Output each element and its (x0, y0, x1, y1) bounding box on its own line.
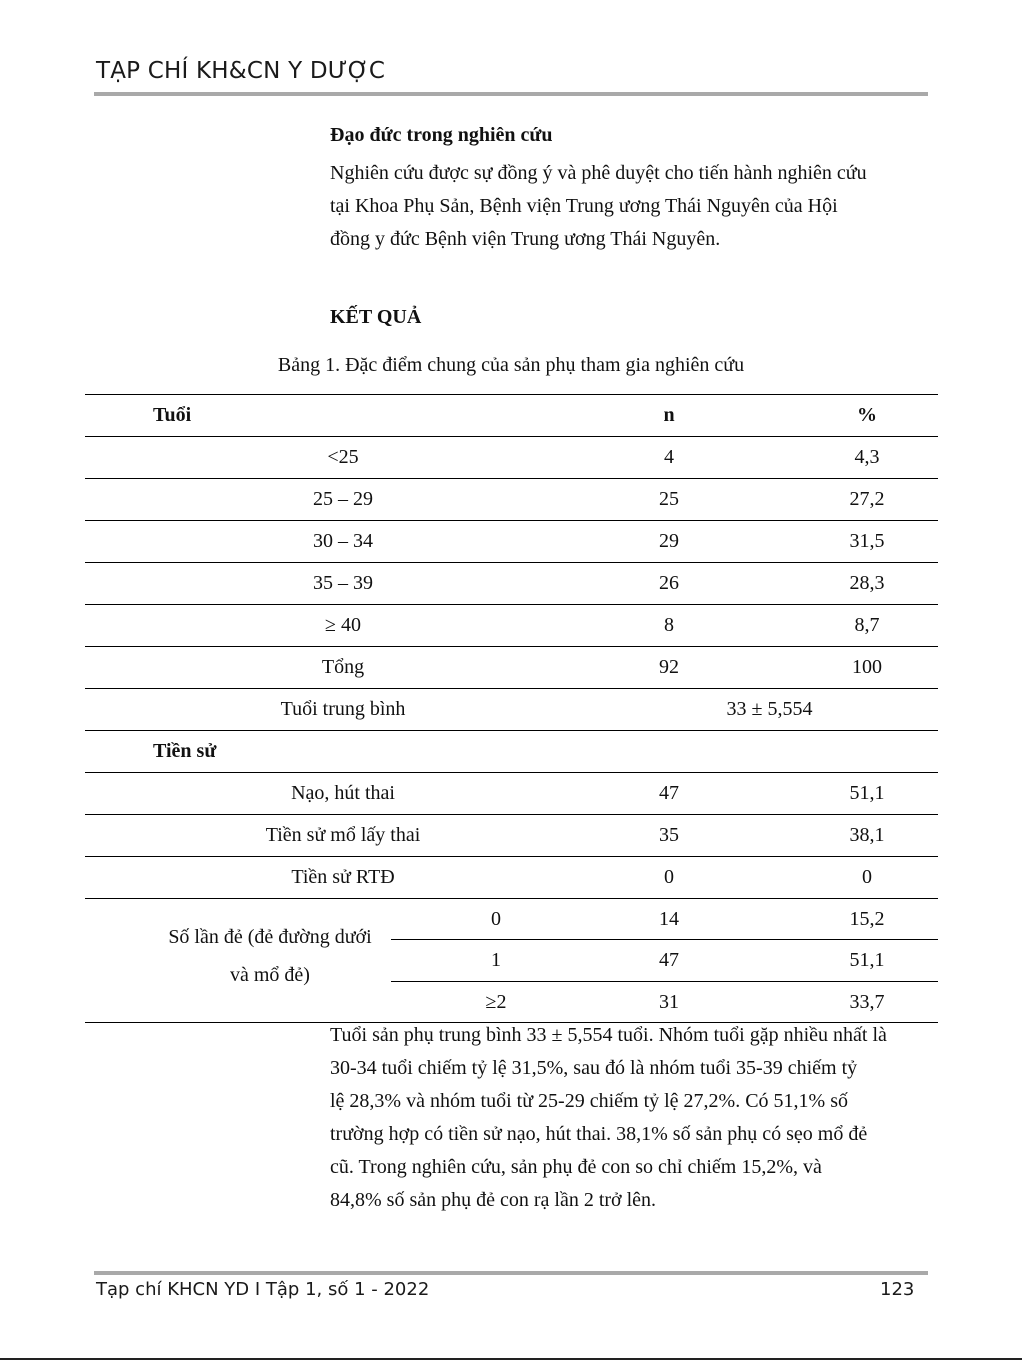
ethics-line: đồng y đức Bệnh viện Trung ương Thái Nguyên. (330, 228, 721, 250)
row-label: Tổng (321, 656, 365, 678)
row-n: 14 (659, 908, 679, 930)
parity-label (145, 918, 395, 994)
parity-value: 0 (491, 908, 501, 930)
row-n: 25 (659, 488, 679, 510)
journal-title: TẠP CHÍ KH&CN Y DƯỢC (96, 58, 386, 84)
parity-value: ≥2 (485, 991, 507, 1013)
row-percent: 0 (862, 866, 872, 888)
ethics-title: Đạo đức trong nghiên cứu (330, 124, 553, 146)
row-percent: 4,3 (854, 446, 880, 468)
ethics-section (330, 119, 924, 256)
row-label: 25 – 29 (313, 488, 373, 510)
row-label: Tiền sử mổ lấy thai (265, 824, 421, 846)
row-percent: 31,5 (849, 530, 885, 552)
row-label: Nạo, hút thai (291, 782, 395, 804)
summary-line: cũ. Trong nghiên cứu, sản phụ đẻ con so chỉ chiếm 15,2%, và (330, 1156, 822, 1178)
mean-age-label: Tuổi trung bình (280, 698, 406, 720)
parity-value: 1 (491, 949, 501, 971)
row-n: 8 (664, 614, 674, 636)
row-percent: 51,1 (849, 949, 885, 971)
row-label: ≥ 40 (325, 614, 361, 636)
parity-label-line: Số lần đẻ (đẻ đường dưới (168, 926, 372, 948)
summary-paragraph (330, 1019, 924, 1217)
row-percent: 38,1 (849, 824, 885, 846)
ethics-line: Nghiên cứu được sự đồng ý và phê duyệt cho tiến hành nghiên cứu (330, 162, 867, 184)
row-label: 30 – 34 (313, 530, 373, 552)
parity-label-line: và mổ đẻ) (230, 964, 310, 986)
row-n: 0 (664, 866, 674, 888)
summary-line: 84,8% số sản phụ đẻ con rạ lần 2 trở lên. (330, 1189, 657, 1211)
row-n: 47 (659, 949, 679, 971)
row-label: Tiền sử RTĐ (291, 866, 395, 888)
page-number: 123 (880, 1279, 915, 1300)
header-rule (94, 92, 928, 96)
row-percent: 27,2 (849, 488, 885, 510)
row-n: 29 (659, 530, 679, 552)
summary-line: Tuổi sản phụ trung bình 33 ± 5,554 tuổi. Nhóm tuổi gặp nhiều nhất là (330, 1024, 887, 1046)
column-header-percent: % (857, 404, 877, 426)
row-percent: 8,7 (854, 614, 880, 636)
row-n: 26 (659, 572, 679, 594)
summary-line: trường hợp có tiền sử nạo, hút thai. 38,1% số sản phụ có sẹo mổ đẻ (330, 1123, 868, 1145)
row-percent: 51,1 (849, 782, 885, 804)
row-percent: 33,7 (849, 991, 885, 1013)
row-percent: 28,3 (849, 572, 885, 594)
row-percent: 15,2 (849, 908, 885, 930)
footer-citation: Tạp chí KHCN YD I Tập 1, số 1 - 2022 (96, 1279, 430, 1300)
summary-line: lệ 28,3% và nhóm tuổi từ 25-29 chiếm tỷ lệ 27,2%. Có 51,1% số (330, 1090, 848, 1112)
row-n: 92 (659, 656, 679, 678)
group-label-history: Tiền sử (153, 740, 217, 762)
table-caption: Bảng 1. Đặc điểm chung của sản phụ tham gia nghiên cứu (277, 354, 745, 376)
row-percent: 100 (852, 656, 882, 678)
row-n: 4 (664, 446, 674, 468)
row-label: <25 (327, 446, 359, 468)
row-label: 35 – 39 (313, 572, 373, 594)
row-n: 31 (659, 991, 679, 1013)
row-n: 47 (659, 782, 679, 804)
summary-line: 30-34 tuổi chiếm tỷ lệ 31,5%, sau đó là nhóm tuổi 35-39 chiếm tỷ (330, 1057, 858, 1079)
mean-age-value: 33 ± 5,554 (726, 698, 813, 720)
ethics-line: tại Khoa Phụ Sản, Bệnh viện Trung ương Thái Nguyên của Hội (330, 195, 838, 217)
footer-rule (94, 1271, 928, 1275)
row-n: 35 (659, 824, 679, 846)
column-header-n: n (663, 404, 675, 426)
page-edge-rule (0, 1358, 1022, 1360)
group-label-age: Tuổi (153, 404, 192, 426)
results-title: KẾT QUẢ (330, 306, 422, 328)
